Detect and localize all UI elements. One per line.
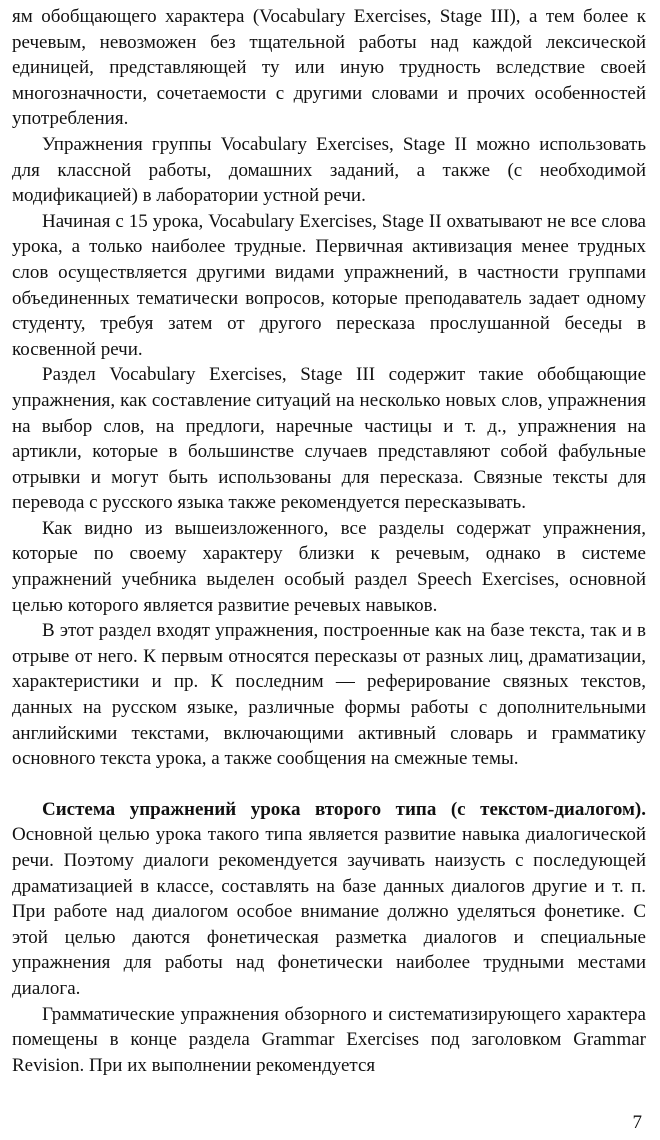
paragraph-5: Как видно из вышеизложенного, все разделы содержат упражнения, которые по своему характеру близки к речевым, однако в системе упражнений учебника выделен особый раздел Speech Exercises, основной целью которого является развитие речевых навыков. [12, 517, 646, 616]
paragraph-2: Упражнения группы Vocabulary Exercises, Stage II можно использовать для классной работы, домашних заданий, а также (с необходимой модификацией) в лаборатории устной речи. [12, 133, 646, 207]
section-dialogue-lesson [12, 797, 646, 1079]
section-paragraph-1: Грамматические упражнения обзорного и систематизирующего характера помещены в конце раздела Grammar Exercises под заголовком Grammar Revision. При их выполнении рекомендуется [12, 1003, 646, 1076]
page-number: 7 [632, 1112, 642, 1133]
paragraph-3: Начиная с 15 урока, Vocabulary Exercises, Stage II охватывают не все слова урока, а только наиболее трудные. Первичная активизация менее трудных слов осуществляется другими видами упражнений, в частности группами объединенных тематически вопросов, которые преподаватель задает одному студенту, требуя затем от другого пересказа прослушанной беседы в косвенной речи. [12, 210, 646, 360]
paragraph-6: В этот раздел входят упражнения, построенные как на базе текста, так и в отрыве от него. К первым относятся пересказы от разных лиц, драматизации, характеристики и пр. К последним — реферирование связных текстов, данных на русском языке, различные формы работы с дополнительными английскими текстами, включающими активный словарь и грамматику основного текста урока, а также сообщения на смежные темы. [12, 620, 646, 770]
section-heading: Система упражнений урока второго типа (с текстом-диалогом). [42, 798, 646, 820]
section-lead-paragraph [12, 797, 646, 1002]
section-lead-text: Основной целью урока такого типа является развитие навыка диалогической речи. Поэтому диалоги рекомендуется заучивать наизусть с последующей драматизацией в классе, составлять на базе данных диалогов другие и т. п. При работе над диалогом особое внимание должно уделяться фонетике. С этой целью даются фонетическая разметка диалогов и специальные упражнения для работы над фонетически наиболее трудными местами диалога. [12, 824, 646, 999]
paragraph-4: Раздел Vocabulary Exercises, Stage III содержит такие обобщающие упражнения, как составление ситуаций на несколько новых слов, упражнения на выбор слов, на предлоги, наречные частицы и т. д., упражнения на артикли, которые в большинстве случаев представляют собой фабульные отрывки и могут быть использованы для пересказа. Связные тексты для перевода с русского языка также рекомендуется пересказывать. [12, 364, 646, 514]
paragraph-1: ям обобщающего характера (Vocabulary Exercises, Stage III), а тем более к речевым, невозможен без тщательной работы над каждой лексической единицей, представляющей ту или иную трудность вследствие своей многозначности, сочетаемости с другими словами и прочих особенностей употребления. [12, 6, 646, 130]
